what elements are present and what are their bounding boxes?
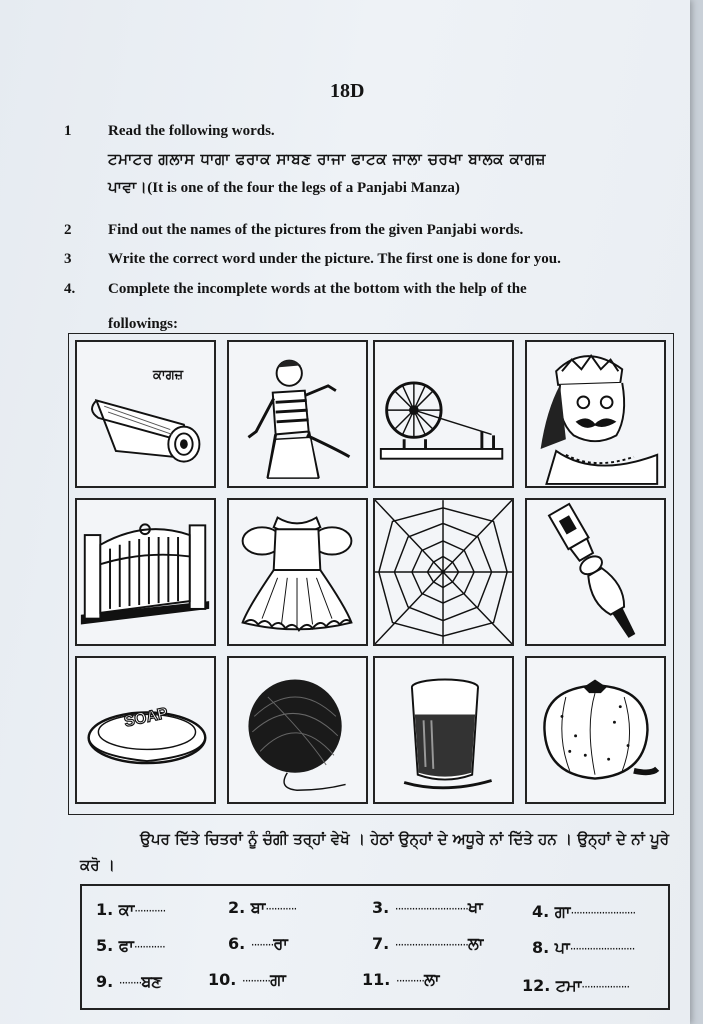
picture-tomato	[525, 656, 666, 804]
instruction-text: Read the following words.	[108, 123, 275, 139]
picture-thread-ball	[227, 656, 368, 804]
instruction-3	[64, 250, 561, 268]
instruction-number: 1	[64, 123, 72, 139]
gate-icon	[77, 500, 214, 644]
instruction-text: Write the correct word under the picture. The first one is done for you.	[108, 251, 561, 267]
soap-icon	[77, 658, 214, 802]
answer-item-1: 1. ਕਾ···········	[96, 900, 166, 919]
picture-glass	[373, 656, 514, 804]
answer-item-3: 3. ··························ਖਾ	[372, 898, 483, 917]
cot-leg-icon	[527, 500, 664, 644]
instruction-2	[64, 221, 524, 239]
instruction-1	[64, 122, 275, 140]
boy-icon	[229, 342, 366, 486]
paper-roll-icon	[77, 342, 214, 486]
instruction-text: followings:	[108, 316, 179, 332]
picture-paper-roll	[75, 340, 216, 488]
instruction-text: Find out the names of the pictures from the given Panjabi words.	[108, 222, 524, 238]
picture-spinning-wheel	[373, 340, 514, 488]
answer-box	[80, 884, 670, 1010]
picture-spider-web	[373, 498, 514, 646]
instruction-4-cont	[108, 315, 178, 333]
answer-item-7: 7. ··························ਲਾ	[372, 934, 484, 953]
picture-boy	[227, 340, 368, 488]
answer-item-8: 8. ਪਾ·······················	[532, 938, 635, 957]
instruction-text: Complete the incomplete words at the bottom with the help of the	[108, 281, 527, 297]
answer-item-10: 10. ··········ਗਾ	[208, 970, 286, 989]
page-number: 18D	[330, 80, 365, 102]
spinning-wheel-icon	[375, 342, 512, 486]
answer-item-4: 4. ਗਾ·······················	[532, 902, 636, 921]
picture-cot-leg	[525, 498, 666, 646]
answer-item-11: 11. ··········ਲਾ	[362, 970, 440, 989]
picture-gate	[75, 498, 216, 646]
tomato-icon	[527, 658, 664, 802]
picture-frock	[227, 498, 368, 646]
instruction-paragraph: ਉਪਰ ਦਿੱਤੇ ਚਿਤਰਾਂ ਨੂੰ ਚੰਗੀ ਤਰ੍ਹਾਂ ਵੇਖੋ । ਹੇਠਾਂ ਉਨ੍ਹਾਂ ਦੇ ਅਧੂਰੇ ਨਾਂ ਦਿੱਤੇ ਹਨ । ਉਨ੍ਹਾਂ ਦੇ ਨਾਂ ਪੂਰੇ ਕਰੋ ।	[80, 830, 670, 874]
frock-icon	[229, 500, 366, 644]
instruction-number: 3	[64, 251, 72, 267]
picture-king	[525, 340, 666, 488]
answer-item-5: 5. ਫਾ···········	[96, 936, 165, 955]
word-pava: ਪਾਵਾ।	[108, 178, 148, 196]
instruction-number: 2	[64, 222, 72, 238]
instruction-4	[64, 280, 527, 298]
answer-item-9: 9. ········ਬਣ	[96, 972, 162, 991]
king-icon	[527, 342, 664, 486]
word-note: (It is one of the four the legs of a Panjabi Manza)	[147, 180, 460, 196]
answer-item-12: 12. ਟਮਾ·················	[522, 976, 630, 995]
paper-label: ਕਾਗਜ਼	[153, 368, 184, 383]
soap-text: SOAP	[122, 704, 170, 731]
answer-item-6: 6. ········ਰਾ	[228, 934, 288, 953]
picture-grid	[68, 333, 674, 815]
thread-ball-icon	[229, 658, 366, 802]
spider-web-icon	[375, 500, 512, 644]
word-list-line-2	[108, 178, 460, 197]
glass-icon	[375, 658, 512, 802]
answer-item-2: 2. ਬਾ···········	[228, 898, 297, 917]
instruction-number: 4.	[64, 281, 76, 297]
picture-soap	[75, 656, 216, 804]
word-list-line-1: ਟਮਾਟਰ ਗਲਾਸ ਧਾਗਾ ਫਰਾਕ ਸਾਬਣ ਰਾਜਾ ਫਾਟਕ ਜਾਲਾ ਚਰਖਾ ਬਾਲਕ ਕਾਗਜ਼	[108, 150, 546, 168]
